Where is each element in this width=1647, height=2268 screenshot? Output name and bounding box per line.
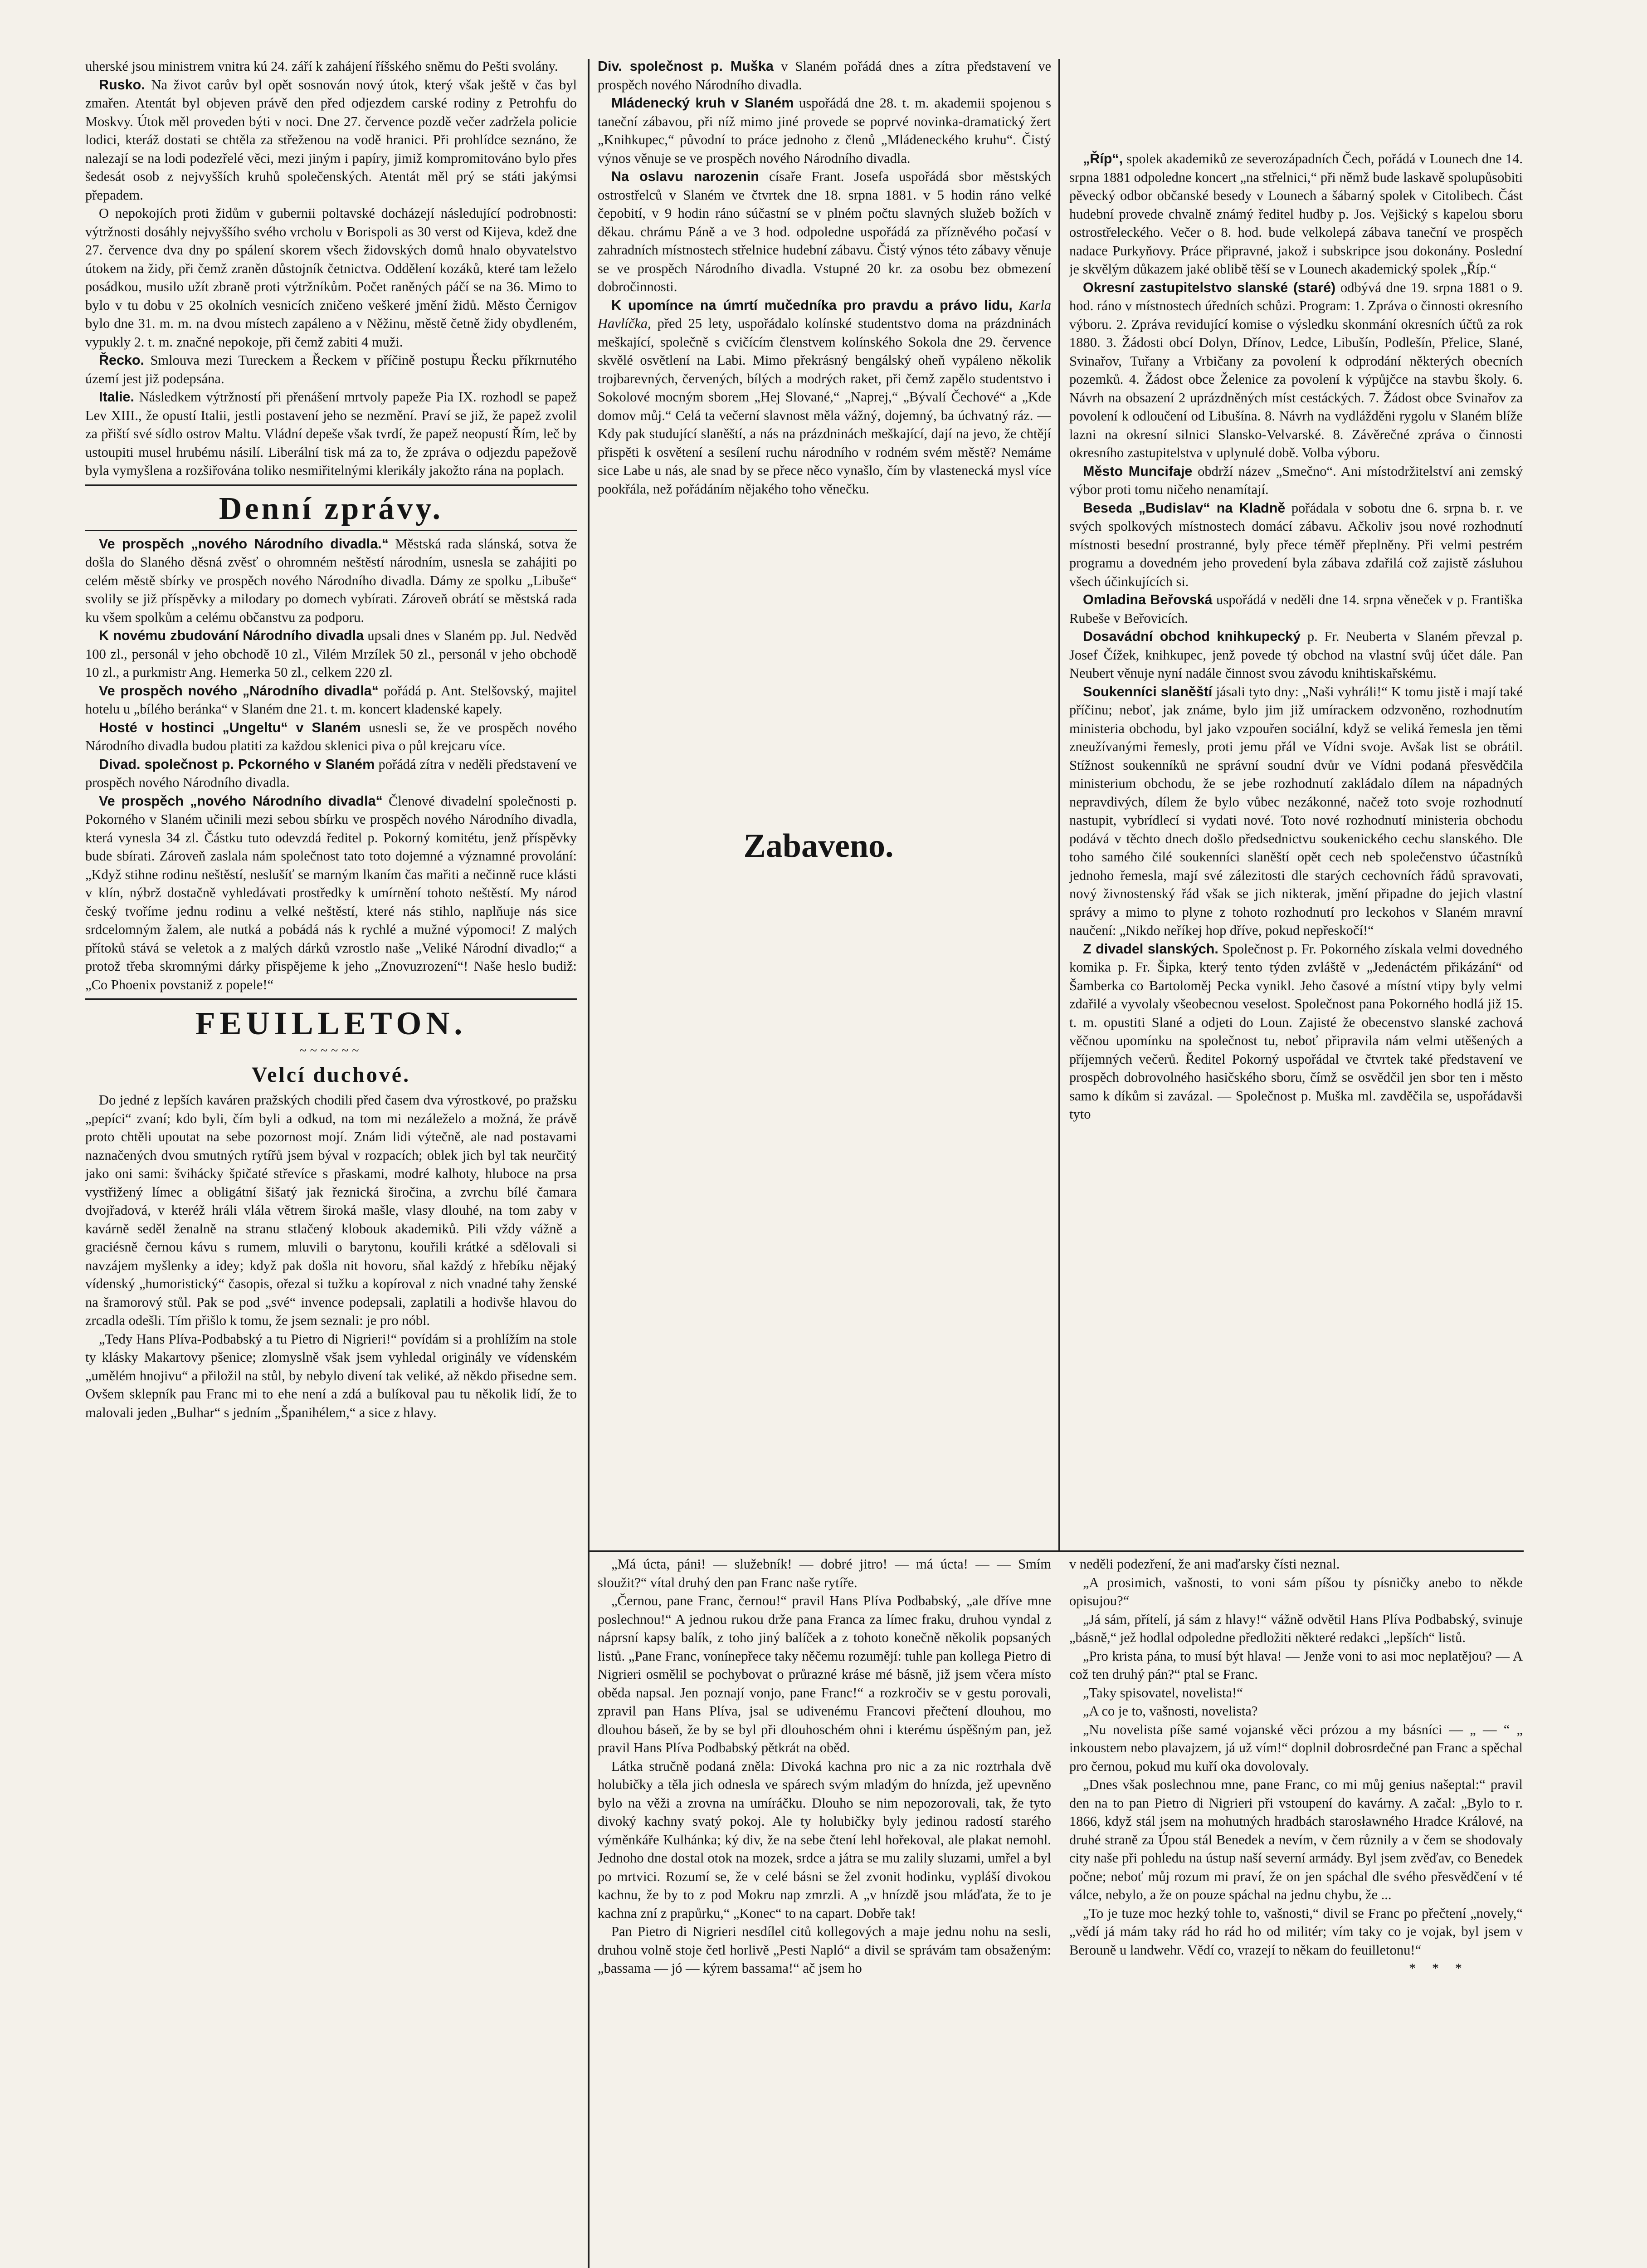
feuilleton-paragraph: „Dnes však poslechnou mne, pane Franc, co mi můj genius našeptal:“ pravil den na to pan Pietro di Nigrieri při vstoupení do kavárny. A začal: „Bylo to r. 1866, když stál jsem na mohutných hradbách starosławného Hradce Králové, na druhé straně za Úpou stál Benedek a nevím, v čem různily a v čem se shodovaly city naše při pohledu na ústup naší severní armády. Byl jsem zvěďav, co Benedek počne; neboť můj rozum mi praví, že on jen spáchal dle svého přesvědčení v té válce, nebylo, a že on pouze spáchal na jednu chybu, že ... <box>1069 1777 1523 1902</box>
column-2-feuilleton <box>598 1555 1051 2268</box>
section-divider <box>85 484 577 486</box>
feuilleton-paragraph: „Taky spisovatel, novelista!“ <box>1083 1685 1243 1701</box>
feuilleton-paragraph: „Nu novelista píše samé vojanské věci prózou a my básníci — „ — “ „ inkoustem nebo plavajzem, já už vím!“ doplnil dobrosrdečné pan Franc a spěchal pro černou, pokud mu kuří oka dovolovaly. <box>1069 1721 1523 1774</box>
column-3-feuilleton <box>1069 1555 1523 2268</box>
news-heading: Hosté v hostinci „Ungeltu“ v Slaném <box>99 719 361 735</box>
news-heading: Dosavádní obchod knihkupecký <box>1083 629 1301 644</box>
news-item <box>1069 591 1523 627</box>
news-item <box>598 296 1051 499</box>
censored-notice: Zabaveno. <box>743 827 894 865</box>
news-heading: K novému zbudování Národního divadla <box>99 628 364 643</box>
feuilleton-paragraph: „Tedy Hans Plíva-Podbabský a tu Pietro di Nigrieri!“ povídám si a prohlížím na stole ty klásky Makartovy pšenice; zlomyslně však jsem vyhledal originály ve vídenském „umělém hnojivu“ a přiložil na stůl, by nebylo divení tak veliké, až někdo přisedne sem. Ovšem sklepník pau Franc mi to ehe není a zdá a bulíkoval pau tu několik lidí, že to malovali jeden „Bulhar“ s jedním „Španihélem,“ a sice z hlavy. <box>85 1331 577 1420</box>
news-recko <box>85 351 577 388</box>
feuilleton-paragraph: „Pro krista pána, to musí být hlava! — Jenže voni to asi moc neplatějou? — A což ten druhý pán?“ ptal se Franc. <box>1069 1648 1523 1682</box>
news-item <box>85 755 577 792</box>
feuilleton-paragraph: „A co je to, vašnosti, novelista? <box>1083 1703 1258 1719</box>
news-body: Členové divadelní společnosti p. Pokorného v Slaném učinili mezi sebou sbírku ve prospěch nového Národního divadla, která vynesla 34 zl. Částku tuto odevzdá ředitel p. Pokorný komitétu, jenž příspěvky bude sbírati. Zároveň zaslala nám společnost tato toto dojemné a významné provolání: „Když stihne rodinu neštěstí, neslušíť se marným lkaním čas mařiti a nečinně ruce klásti v klín, nýbrž dostačně vyhledávati prostředky k umírnění tohoto neštěstí. My národ český tvoříme jednu rodinu a velké neštěstí, které nás stihlo, naplňuje nás sice srdcelomným žalem, ale nutká a pobádá nás k rychlé a mužné výpomoci! Z malých přítoků stává se veletok a z malých dárků vzrostlo naše „Veliké Národní divadlo;“ a protož třeba skromnými dárky přispějeme k jeho „Znovuzrození“! Naše heslo budiž: „Co Phoenix povstaniž z popele!“ <box>85 793 577 992</box>
news-heading: Soukenníci slaněští <box>1083 684 1213 699</box>
news-item <box>1069 462 1523 499</box>
section-title-feuilleton: FEUILLETON. <box>195 1005 467 1041</box>
news-item <box>1069 499 1523 591</box>
feuilleton-paragraph: „A prosimich, vašnosti, to voni sám píšou ty písničky anebo to někde opisujou?“ <box>1069 1574 1523 1608</box>
feuilleton-paragraph: Pan Pietro di Nigrieri nesdílel citů kollegových a maje jednu nohu na sesli, druhou volně stoje četl horlivě „Pesti Napló“ a divil se správám tam obsaženým: „bassama — jó — kýrem bassama!“ ač jsem ho <box>598 1924 1051 1976</box>
news-body: obdrží název „Smečno“. Ani místodržitelství ani zemský výbor proti tomu ničeho nenamítají. <box>1069 463 1523 497</box>
news-body: v Slaném pořádá dnes a zítra představení ve prospěch nového Národního divadla. <box>598 59 1051 93</box>
feuilleton-paragraph: Látka stručně podaná zněla: Divoká kachna pro nic a za nic roztrhala dvě holubičky a těla jich odnesla ve spárech svým mladým do hnízda, jež upevněno bylo na věži a zrovna na umíráčku. Dlouho se nim nepozorovali, tak, že tyto divoký kachny svatý pokoj. Ale ty holubičky byly jedinou radostí starého výměnkáře Kulhánka; ký div, že na sebe čtení lehl hořekoval, ale plakat nemohl. Jednoho dne dostal otok na mozek, srdce a játra se mu zalily sluzami, umřel a byl po mrtvici. Rozumí se, že v celé básni se žel zvonit hodinku, vypláší divokou kachnu, že by to z pod Mokru nap zmrzli. A „v hnízdě jsou mláďata, že to je kachna zní z prapůrku,“ „Konec“ to na capart. Dobře tak! <box>598 1758 1051 1921</box>
column-rule-right <box>1058 59 1060 1551</box>
news-body: před 25 lety, uspořádalo kolínské studentstvo doma na prázdninách meškající, společně s cvičícím členstvem kolínského Sokola dne 29. července skvělé osvětlení na Labi. Mimo překrásný bengálský oheň vypáleno několik trojbarevných, červených, bílých a modrých raket, při čemž zapělo studentstvo i Sokolové mocným sborem „Hej Slované,“ „Naprej,“ „Bývalí Čechové“ a „Kde domov můj.“ Celá ta večerní slavnost měla vážný, dojemný, ba úchvatný ráz. — Kdy pak studující slaněští, a nás na prázdninách meškající, dají na jevo, že chtějí přispěti k osvětení a sesílení ruchu národního v rodném svém městě? Nemáme sice Labe u nás, ale snad by se přece něco vynašlo, čím by vlastenecká mysl více pookřála, než pořádáním nějakého toho věnečku. <box>598 316 1051 497</box>
news-body: císaře Frant. Josefa uspořádá sbor městských ostrostřelců v Slaném ve čtvrtek dne 18. srpna 1881. v 5 hodin ráno velké čepobití, v 9 hodin ráno súčastní se v plném počtu slavných služeb božích v děkau. chrámu Páně a ve 3 hod. odpoledne uspořádá za přízněvého počasí v zahradních místnostech střelnice hudební zábavu. Čistý výnos této zábavy věnuje se ve prospěch Národního divadla. Vstupné 20 kr. za osobu bez obmezení dobročinnosti. <box>598 169 1051 294</box>
news-item <box>1069 940 1523 1124</box>
news-item <box>85 682 577 719</box>
news-heading: Rusko. <box>99 77 145 93</box>
news-heading: Město Muncifaje <box>1083 463 1193 479</box>
news-heading: Div. společnost p. Muška <box>598 59 774 74</box>
news-heading: „Říp“, <box>1083 151 1123 166</box>
news-item <box>1069 150 1523 279</box>
news-body: uspořádá dne 28. t. m. akademii spojenou s taneční zábavou, při níž mimo jiné provede se poprvé novinka-dramatický žert „Knihkupec,“ původní to práce jednoho z členů „Mládeneckého kruhu“. Čistý výnos věnuje se ve prospěch nového Národního divadla. <box>598 95 1051 166</box>
news-body: Městská rada slánská, sotva že došla do Slaného děsná zvěsť o ohromném neštěstí národním, usnesla se zahájiti po celém městě sbírky ve prospěch nového Národního divadla. Dámy ze spolku „Libuše“ svolily se již příspěvky a milodary po domech vybírati. Zároveň obrátí se městská rada ku všem spolkům a celému občanstvu za podporu. <box>85 536 577 625</box>
news-item <box>85 535 577 627</box>
feuilleton-paragraph: „Já sám, přítelí, já sám z hlavy!“ vážně odvětil Hans Plíva Podbabský, svinuje „básně,“ jež hodlal odpoledne předložiti některé redakci „lepších“ listů. <box>1069 1611 1523 1645</box>
news-heading: Divad. společnost p. Pckorného v Slaném <box>99 756 375 772</box>
news-heading: Na oslavu narozenin <box>611 169 759 184</box>
news-heading: Řecko. <box>99 352 145 368</box>
news-body: Na život carův byl opět sosnován nový útok, který však ještě v čas byl zmařen. Atentát byl objeven právě den před odjezdem carské rodiny z Petrohfu do Moskvy. Útok měl proveden býti v noci. Dne 27. července pozdě večer zadržela policie lodici, kteráž dostati se chtěla za střeženou na vodě hranici. Při prohlídce seznáno, že nalezají se na lodi podezřelé věci, mezi jiným i papíry, jimiž kompromitováno bylo přes šedesát osob z nejvyšších kruhů společenských. Atentát měl prý se státi jakýmsi přepadem. <box>85 77 577 203</box>
feuilleton-divider <box>590 1550 1524 1552</box>
news-heading: K upomínce na úmrtí mučedníka pro pravdu a právo lidu, <box>611 297 1013 313</box>
news-rusko <box>85 76 577 205</box>
news-body: pořádá p. Ant. Stelšovský, majitel hotelu u „bílého beránka“ v Slaném dne 21. t. m. koncert kladenské kapely. <box>85 683 577 717</box>
news-heading: Beseda „Budislav“ na Kladně <box>1083 500 1286 516</box>
news-item <box>598 57 1051 94</box>
section-title-denni-zpravy: Denní zprávy. <box>219 491 443 526</box>
feuilleton-paragraph: „To je tuze moc hezký tohle to, vašnosti,“ divil se Franc po přečtení „novely,“ „vědí já mám taky rád ho rád ho od militér; vím taky co je vojak, byl jsem v Berouně u landwehr. Vědí co, vrazejí to někam do feuilletonu!“ <box>1069 1905 1523 1958</box>
news-body: spolek akademiků ze severozápadních Čech, pořádá v Lounech dne 14. srpna 1881 odpoledne koncert „na střelnici,“ při němž bude laskavě spolupůsobiti pěvecký odbor občanské besedy v Lounech a šábarný spolek v Citolibech. Část hudební provede chvalně známý ředitel hudby p. Jos. Vejšický s kapelou sboru ostrostřeleckého. Večer o 8. hod. bude velkolepá zábava taneční ve prospěch nadace Purkyňovy. Práce připravné, jakož i subskripce jsou dokonány. Poslední je skvělým důkazem jaké oblibě těší se v Lounech akademický spolek „Říp.“ <box>1069 151 1523 277</box>
news-heading: Z divadel slanských. <box>1083 941 1218 957</box>
end-stars: * * * <box>1409 1960 1468 1976</box>
column-3-news <box>1069 150 1523 1547</box>
news-heading: Ve prospěch nového „Národního divadla“ <box>99 683 379 699</box>
news-body: odbývá dne 19. srpna 1881 o 9. hod. ráno v místnostech úředních schůzi. Program: 1. Zpráva o činnosti okresního výboru. 2. Zpráva revidující komise o výsledku skonmání okresních účtů za rok 1880. 3. Žádosti obcí Dolyn, Dřínov, Ledce, Libušín, Podlešín, Přelice, Slané, Svinařov, Tuřany a Vrbičany za povolení k odprodání některých obecních pozemků. 4. Žádost obce Želenice za povolení k výpůjčce na stavbu školy. 6. Návrh na obsazení 2 uprázdněných míst cestáckých. 7. Žádost obce Svinařov za povolení k odloučení od Libušína. 8. Návrh na vydlážděni rygolu v Slaném blíže laznі na okresní silnici Slansko-Velvarské. 8. Závěrečné zpráva o činnosti okresního zastupitelstva v uplynulé době. Volba výboru. <box>1069 279 1523 460</box>
column-2-news <box>598 57 1051 765</box>
news-item <box>85 792 577 994</box>
news-body: uspořádá v neděli dne 14. srpna věneček v p. Františka Rubeše v Beřovicích. <box>1069 592 1523 626</box>
section-divider <box>85 530 577 531</box>
news-body: p. Fr. Neuberta v Slaném převzal p. Josef Čížek, knihkupec, jenž povede tý obchod na vlastní svůj účet dále. Pan Neubert věnuje nyní nadále činnost svou závodu knihtiskařskému. <box>1069 629 1523 681</box>
news-heading: Ve prospěch „nového Národního divadla.“ <box>99 536 389 552</box>
news-body: jásali tyto dny: „Naši vyhráli!“ K tomu jistě i mají také příčinu; neboť, jak známe, bylo jim již umírackem odzvoněno, rozhodnutím ministeria obchodu, byl jako vzpouřen sociální, když se veliká řemesla jen těmi zneužívanými řemesly, proti jemu přál ve Vídni svoje. Avšak list se obrátil. Stížnost soukenníků ne správní soudní dvůr ve Vídni podaná přesvědčila ministerium obchodu, že se jebe rozhodnutí zakládalo dílem na nápadných nepravdivých, dílem že bylo vůbec nezákonné, načež toto svoje rozhodnutí nastupit, vybrídlecí si vydati nové. Toto nové rozhodnutí ministeria obchodu podává v těchto dnech došlo předsednictvu soukenického cechu slanského. Dle toho samého čilé soukenníci slaněští opět cech neb společenstvo účastníků jednoho řemesla, mají své zálezitosti dle starých cechovních řádů spravovati, nový živnostenský řád však se jich nikterak, jmění připadne do jejich vlastní správy a mimo to plyne z tohoto rozhodnutí pro leckohos v Slaném mravní naučení: „Nikdo neříkej hop dříve, pokud nepřeskočí!“ <box>1069 684 1523 938</box>
news-item <box>598 167 1051 296</box>
news-item <box>85 719 577 755</box>
news-italie <box>85 388 577 480</box>
news-heading: Italie. <box>99 389 134 405</box>
news-heading: Mládenecký kruh v Slaném <box>611 95 794 111</box>
ornament-divider: ~~~~~~ <box>299 1044 363 1058</box>
feuilleton-paragraph: v neděli podezření, že ani maďarsky čísti neznal. <box>1069 1556 1340 1572</box>
news-heading: Ve prospěch „nového Národního divadla“ <box>99 793 383 809</box>
news-paragraph: O nepokojích proti židům v gubernii poltavské docházejí následující podrobnosti: výtržnosti dosáhly nejvyššího svého vrcholu v Borispoli as 30 verst od Kijeva, kdež dne 27. července dva dny po spálení skorem všech židovských domů hnalo obyvatelstvo útokem na židy, při čemž zraněn důstojník četnictva. Oddělení kozáků, které tam leželo posádkou, musilo užít zbraně proti výtržníkům. Počet raněných páčí se na 36. Mimo to bylo v tu dobu v 25 okolních vesnicích zničeno veškeré jmění židů. Město Černigov bylo dne 31. m. m. na dvou místech zapáleno a v Něžinu, městě četně židy obydleném, vypukly 2. t. m. značné nepokoje, při čemž zabiti 4 muži. <box>85 205 577 350</box>
news-body: usnesli se, že ve prospěch nového Národního divadla budou platiti za každou sklenici piva o půl krejcaru více. <box>85 719 577 753</box>
feuilleton-paragraph: „Má úcta, páni! — služebník! — dobré jitro! — má úcta! — — Smím sloužit?“ vítal druhý den pan Franc naše rytíře. <box>598 1556 1051 1590</box>
news-item <box>598 94 1051 167</box>
news-name: Karla Havlíčka, <box>598 297 1051 331</box>
news-body: Následkem výtržností při přenášení mrtvoly papeže Pia IX. rozhodl se papež Lev XIII., že opustí Italii, jestli postavení jeho se nezmění. Praví se již, že papež zvolil za přiští své sídlo ostrov Maltu. Vládní depeše však tvrdí, že papež neopustí Řím, leč by ustoupiti musel hrubému násilí. Liberální tisk má za to, že zpráva o odjezdu papežově byla vymyšlena a rozšiřována toliko nesmiřitelnými klerikály jakožto rána na poplach. <box>85 389 577 478</box>
section-divider <box>85 998 577 1000</box>
feuilleton-paragraph: „Černou, pane Franc, černou!“ pravil Hans Plíva Podbabský, „ale dříve mne poslechnou!“ A jednou rukou drže pana Franca za límec fraku, druhou vyndal z náprsní kapsy balík, z toho jiný balíček a z tohoto konečně několik popsaných listů. „Pane Franc, vonínepřece taky něčemu rozumějí: tuhle pan kollega Pietro di Nigrieri osmělil se pochybovat o průrazné kráse mé básně, již jsem včera místo oběda napsal. Jen poznají vonjo, pane Franc!“ a rozkročiv se v gestu porovali, zpravil pan Hans Plíva, jsal se udivenému Francovi přečtení dlouhou, mo dlouhou báseň, že by se byl při dlouhoschém ohni i kterému úspěšným pan, jež pravil Hans Plíva Podbabský pětkrát na oběd. <box>598 1593 1051 1755</box>
news-heading: Okresní zastupitelstvo slanské (staré) <box>1083 279 1336 295</box>
column-1 <box>85 57 577 2268</box>
news-body: pořádá zítra v neděli představení ve prospěch nového Národního divadla. <box>85 756 577 790</box>
news-item <box>1069 683 1523 940</box>
intro-text: uherské jsou ministrem vnitra kú 24. září k zahájení říšského sněmu do Pešti svolány. <box>85 59 558 74</box>
news-body: upsali dnes v Slaném pp. Jul. Nedvěd 100 zl., personál v jeho obchodě 10 zl., Vilém Mrzílek 50 zl., personál v jeho obchodě 10 zl., a purkmistr Ang. Hemerka 50 zl., celkem 220 zl. <box>85 628 577 680</box>
news-item <box>1069 627 1523 683</box>
article-title-velci-duchove: Velcí duchové. <box>251 1063 411 1087</box>
news-body: Společnost p. Fr. Pokorného získala velmi dovedného komika p. Fr. Šipka, který tento týden zvláště v „Jedenáctém přikázání“ od Šamberka co Bartoloměj Pecka vynikl. Jeho časové a místní vtipy byly velmi zdařilé a vyvolaly všeobecnou veselost. Společnost pana Pokorného hodlá již 15. t. m. opustiti Slané a odjeti do Loun. Zajisté že obecenstvo slanské zachová věčnou upomínku na společnost tu, neboť připravila nám velmi utěšených a příjemných večerů. Ředitel Pokorný uspořádal ve čtvrtek také představení ve prospěch dobrovolného hasičského sboru, čímž se osvědčil jen sbor ten i město samo k díkům si zavázal. — Společnost p. Muška ml. zavděčila se, uspořádavši tyto <box>1069 941 1523 1122</box>
news-body: pořádala v sobotu dne 6. srpna b. r. ve svých spolkových místnostech domácí zábavu. Ačkoliv jsou nové rozhodnutí místnosti besední prostranné, byly přece téměř přeplněny. Při velmi pestrém programu a dovedném jeho provedení byla zábava zdařilá což zajistě zásluhou všech účinkujících si. <box>1069 500 1523 589</box>
column-rule-left <box>588 59 590 2268</box>
feuilleton-paragraph: Do jedné z lepších kaváren pražských chodili před časem dva výrostkové, po pražsku „pepíci“ zvaní; kdo byli, čím byli a odkud, na tom mi nezáleželo a možná, že právě proto chtěli upoutat na sebe pozornost mojí. Znám lidi výtečně, ale nad postavami naznačených dvou smutných rytířů jsem býval v rozpacích; oblek jich byl tak neurčitý jako oni sami: švihácky špičaté střevíce s přaskami, modré kalhoty, hluboce na prsa vystřižený límec a obligátní šišatý jak řeznická širočina, a zvrchu bílé čamara dvojřadová, v kteréž hráli vlála větrem široká mašle, vlasy dlouhé, na tom zaby v kavárně seděl ženalně na stranu stlačený klobouk akademiků. Pili vždy vážně a graciésně černou kávu s rumem, mluvili o barytonu, kouřili krátké a sdělovali si navzájem myšlenky a idey; když pak došla nit hovoru, sňal každý z hřebíku nějaký vídenský „humoristický“ časopis, ořezal si tužku a kopíroval z nich vnadné tahy ženské na šramorový stůl. Pak se pod „své“ invence podepsali, zaplatili a hodivše hlavou do zrcadla odešli. Tím přišlo k tomu, že jsem seznali: je pro nóbl. <box>85 1092 577 1328</box>
news-item <box>1069 279 1523 462</box>
news-item <box>85 626 577 682</box>
news-heading: Omladina Beřovská <box>1083 592 1213 607</box>
news-body: Smlouva mezi Tureckem a Řeckem v příčině postupu Řecku příkrnutého území jest již podepsána. <box>85 352 577 386</box>
